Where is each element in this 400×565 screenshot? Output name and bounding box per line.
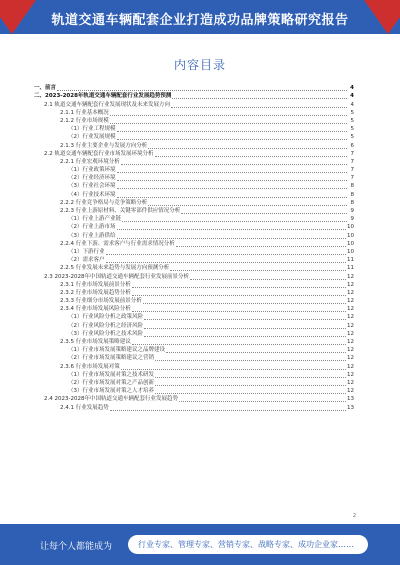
- toc-entry-page: 12: [347, 363, 354, 370]
- toc-leader-dots: [117, 238, 347, 239]
- toc-entry-page: 5: [350, 117, 354, 124]
- toc-entry-text: 2.4.1 行业发展趋势: [60, 404, 109, 411]
- toc-leader-dots: [117, 229, 347, 230]
- toc-leader-dots: [110, 123, 347, 124]
- toc-leader-dots: [106, 254, 347, 255]
- toc-entry-page: 9: [350, 208, 354, 214]
- toc-entry-text: 2.2 轨道交通车辆配套行业市场发展环境分析: [44, 150, 154, 157]
- toc-entry[interactable]: [34, 166, 354, 174]
- toc-entry-page: 4: [350, 93, 354, 100]
- toc-entry-text: （3）行业社会环境: [68, 183, 116, 190]
- toc-leader-dots: [106, 262, 347, 263]
- toc-entry[interactable]: [34, 100, 354, 108]
- toc-entry-page: 12: [347, 314, 354, 321]
- toc-leader-dots: [155, 360, 346, 361]
- toc-entry[interactable]: [34, 354, 354, 362]
- toc-entry-text: 2.2.2 行业竞争格局与竞争策略分析: [60, 199, 148, 206]
- toc-leader-dots: [110, 115, 347, 116]
- toc-leader-dots: [117, 197, 348, 198]
- toc-leader-dots: [148, 148, 347, 149]
- toc-entry[interactable]: [34, 223, 354, 231]
- toc-entry-page: 12: [347, 322, 354, 329]
- toc-entry[interactable]: [34, 362, 354, 370]
- toc-entry-page: 12: [347, 289, 354, 296]
- toc-entry[interactable]: [34, 174, 354, 182]
- toc-entry-page: 5: [350, 134, 354, 141]
- toc-entry-page: 12: [347, 273, 354, 280]
- toc-leader-dots: [155, 156, 348, 157]
- toc-entry-page: 12: [347, 379, 354, 386]
- toc-entry-page: 10: [347, 232, 354, 239]
- toc-entry[interactable]: [34, 231, 354, 239]
- toc-entry-page: 8: [350, 183, 354, 190]
- toc-leader-dots: [121, 369, 346, 370]
- footer-slogan: 让每个人都能成为: [40, 542, 113, 552]
- toc-entry-text: （3）行业上游供给: [68, 232, 116, 239]
- toc-leader-dots: [132, 311, 346, 312]
- toc-entry-page: 12: [347, 281, 354, 288]
- toc-entry[interactable]: [34, 371, 354, 379]
- toc-entry-page: 10: [347, 248, 354, 255]
- toc-entry-text: （3）行业风险分析之技术风险: [68, 330, 144, 337]
- toc-entry-text: 2.3 2023-2028年中国轨道交通车辆配套行业发展前景分析: [44, 273, 189, 280]
- toc-entry[interactable]: [34, 182, 354, 190]
- footer-pill: [128, 535, 368, 554]
- header-banner: [0, 0, 400, 34]
- toc-entry-page: 4: [350, 85, 354, 92]
- toc-entry-text: （4）行业技术环境: [68, 191, 116, 198]
- toc-entry[interactable]: [34, 264, 354, 272]
- toc-entry[interactable]: [34, 190, 354, 198]
- toc-leader-dots: [170, 270, 346, 271]
- toc-entry-page: 13: [347, 404, 354, 411]
- toc-leader-dots: [132, 344, 346, 345]
- toc-entry-text: 2.3.3 行业细分市场发展前景分析: [60, 298, 142, 305]
- toc-leader-dots: [132, 295, 346, 296]
- toc-entry-page: 11: [347, 257, 354, 264]
- toc-entry-text: （1）行业工程规模: [68, 126, 116, 133]
- toc-entry-text: 2.1.2 行业市场规模: [60, 117, 109, 124]
- toc-entry-page: 12: [347, 388, 354, 395]
- toc-entry[interactable]: [34, 305, 354, 313]
- toc-entry-text: （1）行业市场发展策略建议之品牌建设: [68, 347, 166, 354]
- toc-entry-page: 12: [347, 298, 354, 305]
- toc-entry-text: （1）行业上游产业链: [68, 216, 121, 223]
- toc-entry-page: 9: [350, 216, 354, 223]
- toc-entry[interactable]: [34, 92, 354, 100]
- toc-entry-text: 2.2.3 行业上游原材料、关键零部件供应情况分析: [60, 208, 181, 214]
- toc-entry[interactable]: [34, 313, 354, 321]
- toc-entry-text: （2）行业上游市场: [68, 224, 116, 231]
- toc-entry-page: 10: [347, 224, 354, 231]
- toc-entry[interactable]: [34, 199, 354, 207]
- toc-leader-dots: [190, 279, 346, 280]
- toc-leader-dots: [132, 287, 346, 288]
- toc-entry-page: 7: [350, 175, 354, 182]
- toc-entry-text: （2）行业经济环境: [68, 175, 116, 182]
- toc-entry-text: （2）需求客户: [68, 257, 105, 264]
- toc-entry[interactable]: [34, 321, 354, 329]
- toc-leader-dots: [117, 180, 348, 181]
- footer-pill-text: 行业专家、管理专家、营销专家、战略专家、成功企业家……: [138, 540, 354, 549]
- toc-entry-text: （1）行业风险分析之政策风险: [68, 314, 144, 321]
- toc-title: 内容目录: [173, 58, 226, 72]
- toc-entry-text: 2.3.1 行业市场发展前景分析: [60, 281, 131, 288]
- toc-leader-dots: [117, 188, 348, 189]
- toc-leader-dots: [121, 164, 347, 165]
- toc-entry-page: 12: [347, 339, 354, 345]
- toc-entry[interactable]: [34, 272, 354, 280]
- toc-entry-text: （2）行业发展规模: [68, 134, 116, 141]
- toc-entry-page: 8: [350, 199, 354, 206]
- toc-entry-text: 2.3.6 行业市场发展对策: [60, 363, 120, 370]
- toc-leader-dots: [110, 410, 346, 411]
- toc-leader-dots: [144, 319, 346, 320]
- toc-leader-dots: [166, 352, 346, 353]
- toc-entry[interactable]: [34, 379, 354, 387]
- toc-leader-dots: [122, 221, 347, 222]
- toc-entry-page: 4: [350, 101, 354, 108]
- toc-entry-page: 10: [347, 240, 354, 247]
- toc-entry[interactable]: [34, 109, 354, 117]
- toc-entry-text: 2.4 2023-2028年中国轨道交通车辆配套行业发展趋势: [44, 396, 178, 403]
- toc-entry-page: 12: [347, 347, 354, 354]
- toc-entry-page: 13: [347, 396, 354, 403]
- page-number: 2: [352, 513, 356, 519]
- toc-entry-page: 5: [350, 109, 354, 116]
- toc-leader-dots: [144, 328, 346, 329]
- toc-leader-dots: [181, 213, 347, 214]
- toc-entry-text: （1）行业政策环境: [68, 167, 116, 174]
- toc-entry-page: 8: [350, 191, 354, 198]
- toc-leader-dots: [179, 401, 346, 402]
- toc-entry-text: （3）行业市场发展对策之人才培养: [68, 388, 155, 395]
- toc-entry-text: 2.1.1 行业基本概况: [60, 109, 109, 116]
- toc-leader-dots: [155, 385, 346, 386]
- toc-entry[interactable]: [34, 117, 354, 125]
- toc-entry[interactable]: [34, 256, 354, 264]
- toc-entry-page: 12: [347, 371, 354, 378]
- toc-entry[interactable]: [34, 281, 354, 289]
- toc-entry[interactable]: [34, 150, 354, 158]
- toc-entry[interactable]: [34, 125, 354, 133]
- toc-entry-page: 12: [347, 330, 354, 337]
- toc-entry[interactable]: [34, 158, 354, 166]
- toc-entry[interactable]: [34, 289, 354, 297]
- toc-entry-text: 2.3.5 行业市场发展策略建议: [60, 339, 131, 345]
- toc-entry[interactable]: [34, 395, 354, 403]
- toc-leader-dots: [57, 90, 347, 91]
- toc-entry-text: 2.1.3 行业主要企业与发展方向分析: [60, 142, 148, 149]
- toc-leader-dots: [117, 131, 348, 132]
- toc-entry-text: 2.2.1 行业宏观环境分析: [60, 158, 120, 165]
- toc-entry-page: 11: [347, 265, 354, 272]
- table-of-contents: [34, 84, 354, 502]
- toc-entry[interactable]: [34, 248, 354, 256]
- toc-entry[interactable]: [34, 346, 354, 354]
- report-title: 轨道交通车辆配套企业打造成功品牌策略研究报告: [51, 13, 349, 28]
- toc-entry[interactable]: [34, 240, 354, 248]
- toc-entry-page: 6: [350, 142, 354, 149]
- toc-entry-text: 2.2.5 行业发展未来趋势与发展方向预测分析: [60, 265, 170, 272]
- toc-entry-text: 2.3.2 行业市场发展趋势分析: [60, 289, 131, 296]
- toc-entry[interactable]: [34, 207, 354, 215]
- toc-leader-dots: [148, 205, 347, 206]
- toc-entry[interactable]: [34, 330, 354, 338]
- toc-entry-text: 2.2.4 行业下游、需求客户与行业需求情况分析: [60, 240, 175, 247]
- toc-entry-page: 7: [350, 167, 354, 174]
- toc-entry-text: （2）行业市场发展策略建议之营销: [68, 355, 155, 362]
- toc-leader-dots: [171, 107, 347, 108]
- toc-entry[interactable]: [34, 84, 354, 92]
- toc-entry[interactable]: [34, 297, 354, 305]
- toc-entry[interactable]: [34, 141, 354, 149]
- toc-leader-dots: [117, 139, 348, 140]
- toc-entry-page: 12: [347, 355, 354, 362]
- toc-entry-text: 2.3.4 行业市场发展风险分析: [60, 306, 131, 313]
- toc-entry[interactable]: [34, 215, 354, 223]
- toc-entry-text: 2.1 轨道交通车辆配套行业发展现状及未来发展方向: [44, 101, 170, 108]
- toc-entry[interactable]: [34, 403, 354, 411]
- toc-entry-page: 12: [347, 306, 354, 313]
- toc-entry-text: 二、2023-2028年轨道交通车辆配套行业发展趋势预测: [34, 93, 172, 100]
- toc-entry-page: 5: [350, 126, 354, 133]
- footer-banner: [0, 524, 400, 565]
- toc-leader-dots: [172, 98, 347, 99]
- toc-entry[interactable]: [34, 338, 354, 346]
- toc-leader-dots: [155, 377, 346, 378]
- toc-entry-page: 7: [350, 158, 354, 165]
- toc-leader-dots: [117, 172, 348, 173]
- toc-leader-dots: [143, 303, 346, 304]
- toc-leader-dots: [144, 336, 346, 337]
- toc-entry-page: 7: [350, 150, 354, 157]
- toc-entry-text: （1）下游行业: [68, 248, 105, 255]
- toc-entry-text: （2）行业市场发展对策之产品创新: [68, 379, 155, 386]
- toc-entry[interactable]: [34, 387, 354, 395]
- toc-entry-text: 一、前言: [34, 85, 57, 92]
- toc-leader-dots: [176, 246, 346, 247]
- toc-leader-dots: [155, 393, 346, 394]
- toc-entry[interactable]: [34, 133, 354, 141]
- toc-entry-text: （1）行业市场发展对策之技术研发: [68, 371, 155, 378]
- toc-entry-text: （2）行业风险分析之经济风险: [68, 322, 144, 329]
